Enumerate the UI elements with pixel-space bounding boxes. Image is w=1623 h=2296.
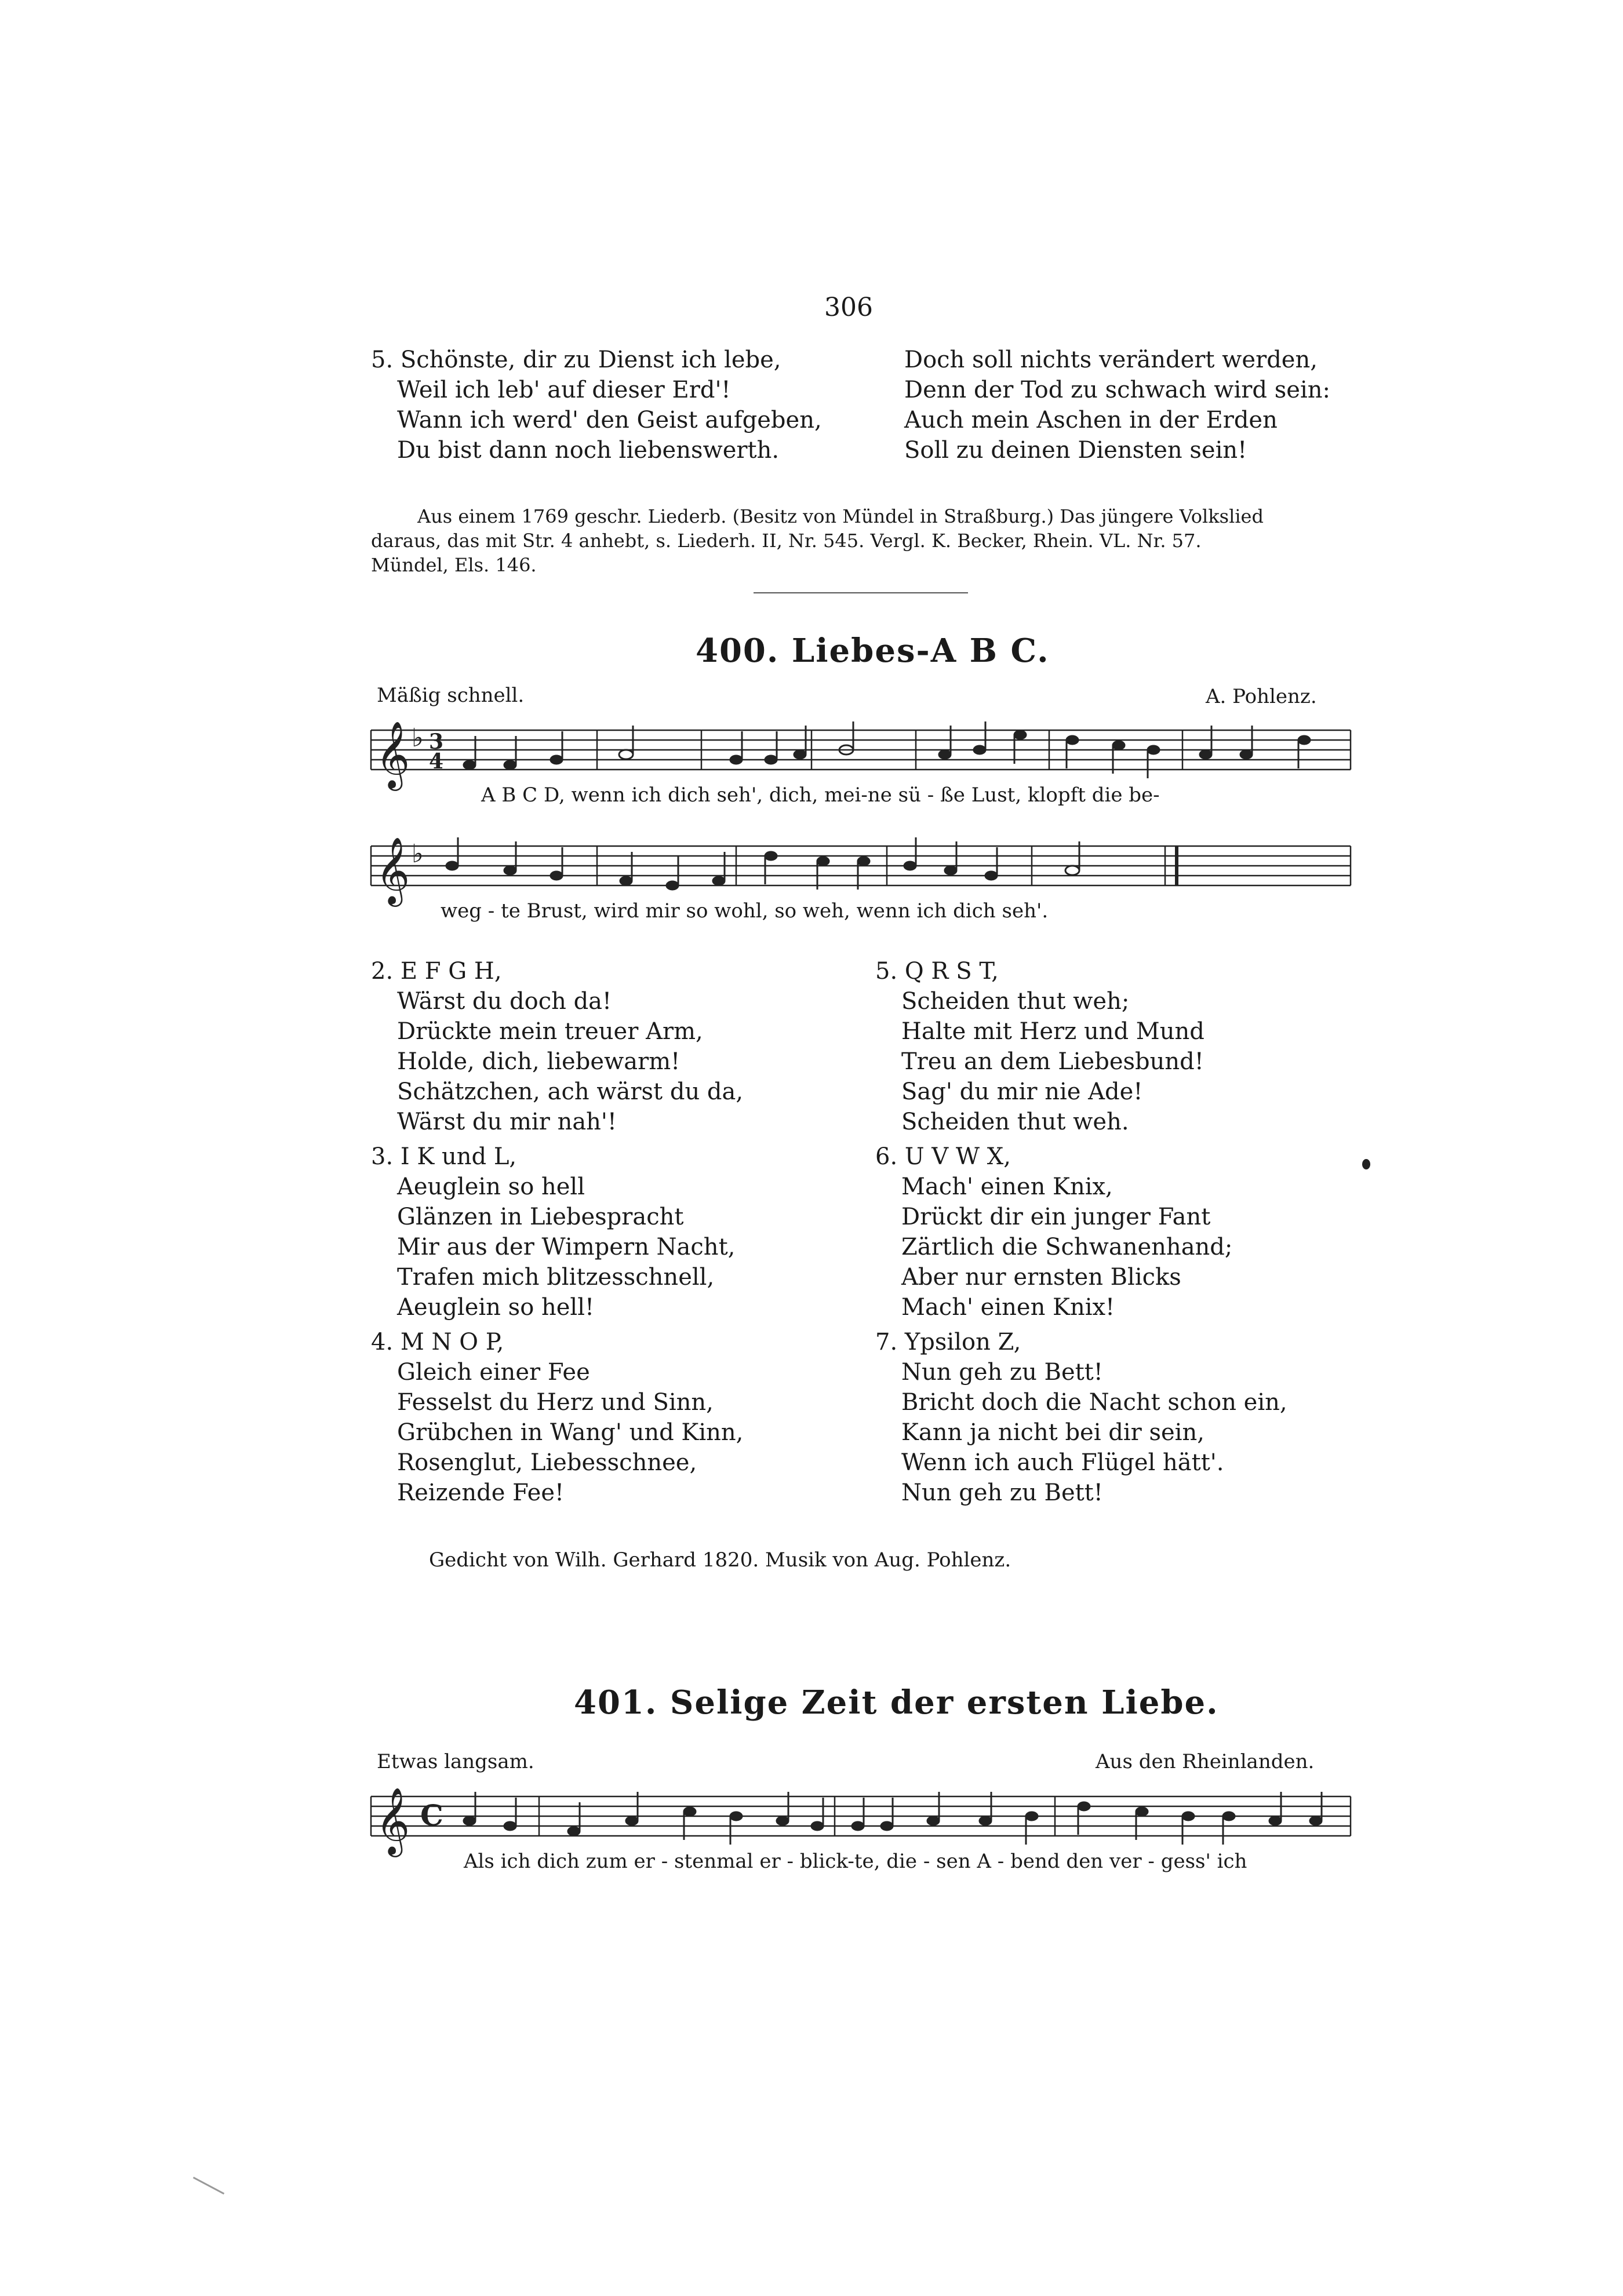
treble-clef-icon: 𝄞 (376, 1787, 410, 1854)
svg-text:4: 4 (429, 749, 444, 774)
verse-line: Aber nur ernsten Blicks (901, 1264, 1181, 1291)
music-staff-2 (365, 834, 1362, 910)
music-staff-1 (365, 719, 1362, 794)
song-400-composer: A. Pohlenz. (1206, 685, 1317, 708)
song-401-tempo: Etwas langsam. (377, 1750, 534, 1773)
verse-line: Scheiden thut weh; (901, 988, 1130, 1015)
song-400-title: 400. Liebes-A B C. (696, 632, 1050, 670)
song-400-credit: Gedicht von Wilh. Gerhard 1820. Musik von Aug. Pohlenz. (429, 1548, 1011, 1572)
prev-stanza-left (371, 345, 822, 465)
song-400-stanzas-right (875, 956, 1287, 1508)
verse-line: 3. I K und L, (371, 1143, 517, 1170)
verse-line: Drückt dir ein junger Fant (901, 1204, 1211, 1230)
verse-line: Wann ich werd' den Geist aufgeben, (397, 407, 822, 433)
verse-line: Aeuglein so hell! (397, 1294, 595, 1321)
song-401-lyrics-1: Als ich dich zum er - stenmal er - blick-te, die - sen A - bend den ver - gess' ich (464, 1850, 1247, 1873)
verse-line: Rosenglut, Liebesschnee, (397, 1449, 697, 1476)
verse-line: Fesselst du Herz und Sinn, (397, 1389, 714, 1416)
source-note-line: Aus einem 1769 geschr. Liederb. (Besitz von Mündel in Straßburg.) Das jüngere Volkslied (417, 505, 1264, 527)
verse-line: 6. U V W X, (875, 1143, 1011, 1170)
source-note (371, 504, 1264, 577)
stray-mark (193, 2177, 224, 2195)
verse-line: Grübchen in Wang' und Kinn, (397, 1419, 744, 1446)
verse-line: Auch mein Aschen in der Erden (904, 407, 1278, 433)
verse-line: 2. E F G H, (371, 958, 502, 985)
verse-line: 7. Ypsilon Z, (875, 1329, 1021, 1355)
verse-line: Scheiden thut weh. (901, 1109, 1129, 1135)
prev-stanza-right (904, 345, 1330, 465)
song-400-tempo: Mäßig schnell. (377, 684, 525, 707)
verse-line: 4. M N O P, (371, 1329, 504, 1355)
stray-dot (1362, 1159, 1370, 1169)
verse-line: 5. Q R S T, (875, 958, 999, 985)
verse-line: Glänzen in Liebespracht (397, 1204, 684, 1230)
verse-line: Gleich einer Fee (397, 1359, 590, 1386)
stanza (371, 1327, 743, 1508)
stanza (875, 1142, 1287, 1322)
music-staff-3 (365, 1785, 1362, 1860)
verse-line: Kann ja nicht bei dir sein, (901, 1419, 1204, 1446)
song-401-title: 401. Selige Zeit der ersten Liebe. (574, 1683, 1219, 1722)
stanza (875, 956, 1287, 1137)
verse-line: Mach' einen Knix, (901, 1173, 1113, 1200)
verse-line: Treu an dem Liebesbund! (901, 1048, 1204, 1075)
stanza (875, 1327, 1287, 1508)
verse-line: Mir aus der Wimpern Nacht, (397, 1234, 736, 1260)
verse-line: Wärst du doch da! (397, 988, 612, 1015)
verse-line: Reizende Fee! (397, 1479, 565, 1506)
song-400-lyrics-1: A B C D, wenn ich dich seh', dich, mei-ne sü - ße Lust, klopft die be- (481, 783, 1160, 807)
song-400-lyrics-2: weg - te Brust, wird mir so wohl, so weh, wenn ich dich seh'. (441, 899, 1049, 923)
source-note-line: Mündel, Els. 146. (371, 554, 537, 576)
treble-clef-icon: 𝄞 (376, 720, 410, 788)
section-divider (754, 592, 968, 593)
verse-line: Du bist dann noch liebenswerth. (397, 437, 780, 464)
verse-line: Bricht doch die Nacht schon ein, (901, 1389, 1287, 1416)
verse-line: Schätzchen, ach wärst du da, (397, 1078, 744, 1105)
flat-icon: ♭ (412, 839, 424, 869)
verse-line: Doch soll nichts verändert werden, (904, 347, 1318, 373)
verse-line: Sag' du mir nie Ade! (901, 1078, 1143, 1105)
page-number: 306 (824, 293, 873, 322)
verse-line: Denn der Tod zu schwach wird sein: (904, 377, 1330, 403)
time-signature: 3 (429, 730, 444, 754)
verse-line: Holde, dich, liebewarm! (397, 1048, 681, 1075)
stanza (371, 956, 743, 1137)
source-note-line: daraus, das mit Str. 4 anhebt, s. Liederh. II, Nr. 545. Vergl. K. Becker, Rhein. VL. Nr. 57. (371, 530, 1202, 552)
verse-line: Nun geh zu Bett! (901, 1359, 1103, 1386)
stanza (371, 1142, 743, 1322)
flat-icon: ♭ (412, 723, 424, 753)
verse-line: Drückte mein treuer Arm, (397, 1018, 703, 1045)
verse-line: 5. Schönste, dir zu Dienst ich lebe, (371, 347, 781, 373)
verse-line: Halte mit Herz und Mund (901, 1018, 1204, 1045)
song-400-stanzas-left (371, 956, 743, 1508)
verse-line: Mach' einen Knix! (901, 1294, 1115, 1321)
verse-line: Trafen mich blitzesschnell, (397, 1264, 715, 1291)
treble-clef-icon: 𝄞 (376, 836, 410, 904)
verse-line: Weil ich leb' auf dieser Erd'! (397, 377, 731, 403)
song-401-origin: Aus den Rheinlanden. (1096, 1750, 1315, 1773)
verse-line: Wärst du mir nah'! (397, 1109, 617, 1135)
verse-line: Soll zu deinen Diensten sein! (904, 437, 1247, 464)
verse-line: Zärtlich die Schwanenhand; (901, 1234, 1233, 1260)
verse-line: Wenn ich auch Flügel hätt'. (901, 1449, 1224, 1476)
common-time-icon: C (420, 1798, 443, 1832)
verse-line: Nun geh zu Bett! (901, 1479, 1103, 1506)
verse-line: Aeuglein so hell (397, 1173, 585, 1200)
